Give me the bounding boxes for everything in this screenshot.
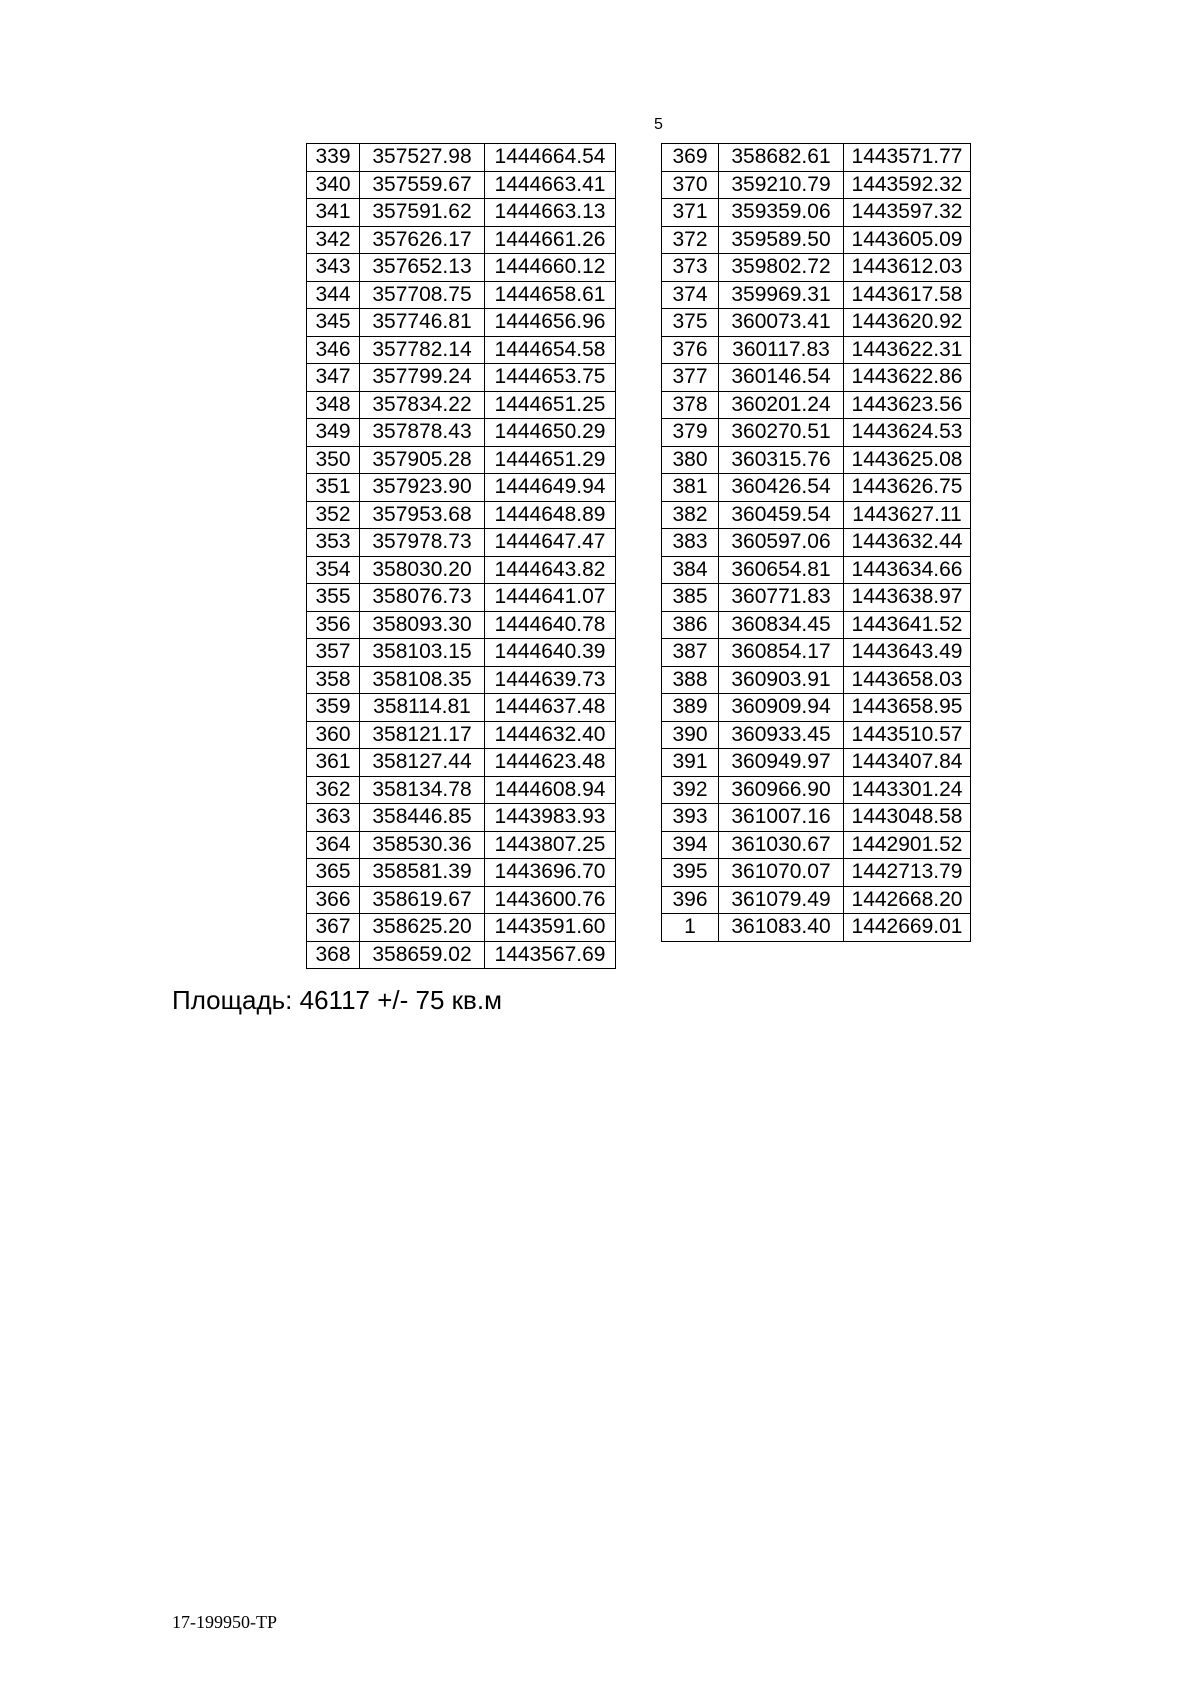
x-coordinate-cell: 357878.43 bbox=[360, 419, 485, 447]
table-row bbox=[662, 694, 971, 722]
x-coordinate-cell: 361030.67 bbox=[719, 831, 844, 859]
y-coordinate-cell: 1444663.13 bbox=[485, 199, 616, 227]
y-coordinate-cell: 1444632.40 bbox=[485, 721, 616, 749]
y-coordinate-cell: 1444639.73 bbox=[485, 666, 616, 694]
y-coordinate-cell: 1443620.92 bbox=[844, 309, 971, 337]
x-coordinate-cell: 357626.17 bbox=[360, 226, 485, 254]
x-coordinate-cell: 358121.17 bbox=[360, 721, 485, 749]
point-number-cell: 343 bbox=[307, 254, 360, 282]
x-coordinate-cell: 358659.02 bbox=[360, 941, 485, 969]
x-coordinate-cell: 359802.72 bbox=[719, 254, 844, 282]
point-number-cell: 345 bbox=[307, 309, 360, 337]
table-row bbox=[307, 364, 616, 392]
y-coordinate-cell: 1444651.25 bbox=[485, 391, 616, 419]
y-coordinate-cell: 1444650.29 bbox=[485, 419, 616, 447]
x-coordinate-cell: 360426.54 bbox=[719, 474, 844, 502]
x-coordinate-cell: 357905.28 bbox=[360, 446, 485, 474]
table-row bbox=[662, 391, 971, 419]
point-number-cell: 366 bbox=[307, 886, 360, 914]
point-number-cell: 376 bbox=[662, 336, 719, 364]
x-coordinate-cell: 358076.73 bbox=[360, 584, 485, 612]
point-number-cell: 363 bbox=[307, 804, 360, 832]
table-row bbox=[662, 666, 971, 694]
x-coordinate-cell: 360933.45 bbox=[719, 721, 844, 749]
x-coordinate-cell: 357923.90 bbox=[360, 474, 485, 502]
table-row bbox=[307, 254, 616, 282]
coordinates-table-left bbox=[306, 143, 616, 969]
point-number-cell: 370 bbox=[662, 171, 719, 199]
y-coordinate-cell: 1444661.26 bbox=[485, 226, 616, 254]
table-row bbox=[662, 611, 971, 639]
y-coordinate-cell: 1443658.03 bbox=[844, 666, 971, 694]
table-row bbox=[307, 501, 616, 529]
point-number-cell: 382 bbox=[662, 501, 719, 529]
point-number-cell: 380 bbox=[662, 446, 719, 474]
point-number-cell: 352 bbox=[307, 501, 360, 529]
point-number-cell: 375 bbox=[662, 309, 719, 337]
table-row bbox=[307, 446, 616, 474]
table-row bbox=[307, 831, 616, 859]
point-number-cell: 396 bbox=[662, 886, 719, 914]
point-number-cell: 374 bbox=[662, 281, 719, 309]
table-row bbox=[662, 831, 971, 859]
x-coordinate-cell: 358446.85 bbox=[360, 804, 485, 832]
point-number-cell: 383 bbox=[662, 529, 719, 557]
y-coordinate-cell: 1443622.86 bbox=[844, 364, 971, 392]
table-row bbox=[662, 501, 971, 529]
point-number-cell: 342 bbox=[307, 226, 360, 254]
table-row bbox=[307, 886, 616, 914]
point-number-cell: 339 bbox=[307, 144, 360, 172]
y-coordinate-cell: 1444623.48 bbox=[485, 749, 616, 777]
point-number-cell: 368 bbox=[307, 941, 360, 969]
table-row bbox=[662, 419, 971, 447]
point-number-cell: 346 bbox=[307, 336, 360, 364]
x-coordinate-cell: 357834.22 bbox=[360, 391, 485, 419]
table-row bbox=[307, 226, 616, 254]
point-number-cell: 340 bbox=[307, 171, 360, 199]
y-coordinate-cell: 1443301.24 bbox=[844, 776, 971, 804]
area-statement: Площадь: 46117 +/- 75 кв.м bbox=[172, 985, 502, 1015]
y-coordinate-cell: 1444664.54 bbox=[485, 144, 616, 172]
y-coordinate-cell: 1443624.53 bbox=[844, 419, 971, 447]
y-coordinate-cell: 1444637.48 bbox=[485, 694, 616, 722]
point-number-cell: 390 bbox=[662, 721, 719, 749]
table-row bbox=[662, 171, 971, 199]
table-row bbox=[662, 254, 971, 282]
x-coordinate-cell: 360073.41 bbox=[719, 309, 844, 337]
x-coordinate-cell: 358530.36 bbox=[360, 831, 485, 859]
table-row bbox=[662, 446, 971, 474]
table-row bbox=[662, 804, 971, 832]
y-coordinate-cell: 1444663.41 bbox=[485, 171, 616, 199]
y-coordinate-cell: 1443571.77 bbox=[844, 144, 971, 172]
x-coordinate-cell: 357652.13 bbox=[360, 254, 485, 282]
y-coordinate-cell: 1443626.75 bbox=[844, 474, 971, 502]
y-coordinate-cell: 1444651.29 bbox=[485, 446, 616, 474]
y-coordinate-cell: 1442668.20 bbox=[844, 886, 971, 914]
y-coordinate-cell: 1443983.93 bbox=[485, 804, 616, 832]
point-number-cell: 347 bbox=[307, 364, 360, 392]
x-coordinate-cell: 357953.68 bbox=[360, 501, 485, 529]
y-coordinate-cell: 1443625.08 bbox=[844, 446, 971, 474]
table-row bbox=[662, 336, 971, 364]
y-coordinate-cell: 1443658.95 bbox=[844, 694, 971, 722]
table-row bbox=[662, 364, 971, 392]
x-coordinate-cell: 359359.06 bbox=[719, 199, 844, 227]
table-row bbox=[307, 556, 616, 584]
y-coordinate-cell: 1444649.94 bbox=[485, 474, 616, 502]
y-coordinate-cell: 1443567.69 bbox=[485, 941, 616, 969]
y-coordinate-cell: 1443623.56 bbox=[844, 391, 971, 419]
coordinates-table-right bbox=[661, 143, 971, 942]
y-coordinate-cell: 1443807.25 bbox=[485, 831, 616, 859]
point-number-cell: 384 bbox=[662, 556, 719, 584]
point-number-cell: 385 bbox=[662, 584, 719, 612]
point-number-cell: 357 bbox=[307, 639, 360, 667]
y-coordinate-cell: 1442669.01 bbox=[844, 914, 971, 942]
x-coordinate-cell: 358127.44 bbox=[360, 749, 485, 777]
x-coordinate-cell: 359969.31 bbox=[719, 281, 844, 309]
table-row bbox=[307, 666, 616, 694]
point-number-cell: 393 bbox=[662, 804, 719, 832]
point-number-cell: 350 bbox=[307, 446, 360, 474]
y-coordinate-cell: 1442713.79 bbox=[844, 859, 971, 887]
y-coordinate-cell: 1443600.76 bbox=[485, 886, 616, 914]
y-coordinate-cell: 1444640.78 bbox=[485, 611, 616, 639]
x-coordinate-cell: 360771.83 bbox=[719, 584, 844, 612]
point-number-cell: 388 bbox=[662, 666, 719, 694]
table-row bbox=[662, 309, 971, 337]
table-row bbox=[662, 859, 971, 887]
x-coordinate-cell: 361070.07 bbox=[719, 859, 844, 887]
y-coordinate-cell: 1443627.11 bbox=[844, 501, 971, 529]
y-coordinate-cell: 1443591.60 bbox=[485, 914, 616, 942]
point-number-cell: 348 bbox=[307, 391, 360, 419]
table-row bbox=[307, 694, 616, 722]
y-coordinate-cell: 1444643.82 bbox=[485, 556, 616, 584]
point-number-cell: 377 bbox=[662, 364, 719, 392]
y-coordinate-cell: 1444658.61 bbox=[485, 281, 616, 309]
x-coordinate-cell: 358682.61 bbox=[719, 144, 844, 172]
y-coordinate-cell: 1443048.58 bbox=[844, 804, 971, 832]
point-number-cell: 355 bbox=[307, 584, 360, 612]
x-coordinate-cell: 360201.24 bbox=[719, 391, 844, 419]
table-row bbox=[662, 776, 971, 804]
table-row bbox=[307, 859, 616, 887]
table-row bbox=[307, 776, 616, 804]
x-coordinate-cell: 359589.50 bbox=[719, 226, 844, 254]
point-number-cell: 391 bbox=[662, 749, 719, 777]
x-coordinate-cell: 357799.24 bbox=[360, 364, 485, 392]
y-coordinate-cell: 1444647.47 bbox=[485, 529, 616, 557]
x-coordinate-cell: 357708.75 bbox=[360, 281, 485, 309]
x-coordinate-cell: 361079.49 bbox=[719, 886, 844, 914]
point-number-cell: 378 bbox=[662, 391, 719, 419]
y-coordinate-cell: 1443622.31 bbox=[844, 336, 971, 364]
point-number-cell: 361 bbox=[307, 749, 360, 777]
point-number-cell: 344 bbox=[307, 281, 360, 309]
table-row bbox=[662, 529, 971, 557]
point-number-cell: 364 bbox=[307, 831, 360, 859]
point-number-cell: 392 bbox=[662, 776, 719, 804]
point-number-cell: 389 bbox=[662, 694, 719, 722]
point-number-cell: 349 bbox=[307, 419, 360, 447]
table-row bbox=[307, 749, 616, 777]
table-row bbox=[307, 144, 616, 172]
point-number-cell: 371 bbox=[662, 199, 719, 227]
y-coordinate-cell: 1443638.97 bbox=[844, 584, 971, 612]
point-number-cell: 360 bbox=[307, 721, 360, 749]
table-row bbox=[662, 721, 971, 749]
table-row bbox=[662, 199, 971, 227]
x-coordinate-cell: 358108.35 bbox=[360, 666, 485, 694]
y-coordinate-cell: 1444641.07 bbox=[485, 584, 616, 612]
table-row bbox=[307, 639, 616, 667]
table-row bbox=[307, 584, 616, 612]
x-coordinate-cell: 361083.40 bbox=[719, 914, 844, 942]
x-coordinate-cell: 361007.16 bbox=[719, 804, 844, 832]
table-row bbox=[662, 144, 971, 172]
table-row bbox=[307, 281, 616, 309]
table-row bbox=[307, 419, 616, 447]
table-row bbox=[307, 611, 616, 639]
point-number-cell: 359 bbox=[307, 694, 360, 722]
y-coordinate-cell: 1443643.49 bbox=[844, 639, 971, 667]
table-row bbox=[662, 914, 971, 942]
table-row bbox=[307, 474, 616, 502]
x-coordinate-cell: 360909.94 bbox=[719, 694, 844, 722]
y-coordinate-cell: 1444648.89 bbox=[485, 501, 616, 529]
x-coordinate-cell: 358114.81 bbox=[360, 694, 485, 722]
x-coordinate-cell: 357782.14 bbox=[360, 336, 485, 364]
x-coordinate-cell: 360949.97 bbox=[719, 749, 844, 777]
x-coordinate-cell: 357559.67 bbox=[360, 171, 485, 199]
table-row bbox=[307, 941, 616, 969]
x-coordinate-cell: 357527.98 bbox=[360, 144, 485, 172]
x-coordinate-cell: 358581.39 bbox=[360, 859, 485, 887]
y-coordinate-cell: 1443407.84 bbox=[844, 749, 971, 777]
point-number-cell: 1 bbox=[662, 914, 719, 942]
y-coordinate-cell: 1443641.52 bbox=[844, 611, 971, 639]
y-coordinate-cell: 1443696.70 bbox=[485, 859, 616, 887]
point-number-cell: 386 bbox=[662, 611, 719, 639]
x-coordinate-cell: 358103.15 bbox=[360, 639, 485, 667]
x-coordinate-cell: 358093.30 bbox=[360, 611, 485, 639]
table-row bbox=[307, 336, 616, 364]
y-coordinate-cell: 1443592.32 bbox=[844, 171, 971, 199]
x-coordinate-cell: 360117.83 bbox=[719, 336, 844, 364]
table-row bbox=[307, 721, 616, 749]
point-number-cell: 362 bbox=[307, 776, 360, 804]
table-row bbox=[662, 474, 971, 502]
x-coordinate-cell: 358134.78 bbox=[360, 776, 485, 804]
y-coordinate-cell: 1444640.39 bbox=[485, 639, 616, 667]
x-coordinate-cell: 360903.91 bbox=[719, 666, 844, 694]
y-coordinate-cell: 1444660.12 bbox=[485, 254, 616, 282]
y-coordinate-cell: 1443634.66 bbox=[844, 556, 971, 584]
y-coordinate-cell: 1444608.94 bbox=[485, 776, 616, 804]
point-number-cell: 341 bbox=[307, 199, 360, 227]
y-coordinate-cell: 1444653.75 bbox=[485, 364, 616, 392]
x-coordinate-cell: 359210.79 bbox=[719, 171, 844, 199]
point-number-cell: 353 bbox=[307, 529, 360, 557]
page-number: 5 bbox=[654, 116, 663, 133]
y-coordinate-cell: 1443597.32 bbox=[844, 199, 971, 227]
x-coordinate-cell: 360834.45 bbox=[719, 611, 844, 639]
x-coordinate-cell: 358619.67 bbox=[360, 886, 485, 914]
x-coordinate-cell: 360315.76 bbox=[719, 446, 844, 474]
y-coordinate-cell: 1443632.44 bbox=[844, 529, 971, 557]
point-number-cell: 365 bbox=[307, 859, 360, 887]
table-row bbox=[662, 749, 971, 777]
table-row bbox=[307, 171, 616, 199]
y-coordinate-cell: 1443605.09 bbox=[844, 226, 971, 254]
x-coordinate-cell: 360966.90 bbox=[719, 776, 844, 804]
x-coordinate-cell: 360854.17 bbox=[719, 639, 844, 667]
x-coordinate-cell: 360270.51 bbox=[719, 419, 844, 447]
x-coordinate-cell: 358625.20 bbox=[360, 914, 485, 942]
y-coordinate-cell: 1443617.58 bbox=[844, 281, 971, 309]
x-coordinate-cell: 357978.73 bbox=[360, 529, 485, 557]
x-coordinate-cell: 360459.54 bbox=[719, 501, 844, 529]
x-coordinate-cell: 360146.54 bbox=[719, 364, 844, 392]
point-number-cell: 395 bbox=[662, 859, 719, 887]
point-number-cell: 373 bbox=[662, 254, 719, 282]
table-row bbox=[307, 391, 616, 419]
point-number-cell: 358 bbox=[307, 666, 360, 694]
point-number-cell: 351 bbox=[307, 474, 360, 502]
point-number-cell: 354 bbox=[307, 556, 360, 584]
y-coordinate-cell: 1444654.58 bbox=[485, 336, 616, 364]
point-number-cell: 372 bbox=[662, 226, 719, 254]
table-row bbox=[662, 584, 971, 612]
table-row bbox=[662, 556, 971, 584]
table-row bbox=[662, 886, 971, 914]
point-number-cell: 369 bbox=[662, 144, 719, 172]
y-coordinate-cell: 1442901.52 bbox=[844, 831, 971, 859]
table-row bbox=[307, 529, 616, 557]
document-code: 17-199950-ТР bbox=[172, 1612, 277, 1632]
x-coordinate-cell: 360597.06 bbox=[719, 529, 844, 557]
y-coordinate-cell: 1443510.57 bbox=[844, 721, 971, 749]
point-number-cell: 387 bbox=[662, 639, 719, 667]
x-coordinate-cell: 357591.62 bbox=[360, 199, 485, 227]
table-row bbox=[307, 199, 616, 227]
point-number-cell: 381 bbox=[662, 474, 719, 502]
table-row bbox=[307, 914, 616, 942]
table-row bbox=[662, 281, 971, 309]
point-number-cell: 367 bbox=[307, 914, 360, 942]
point-number-cell: 356 bbox=[307, 611, 360, 639]
point-number-cell: 379 bbox=[662, 419, 719, 447]
table-row bbox=[307, 804, 616, 832]
point-number-cell: 394 bbox=[662, 831, 719, 859]
table-row bbox=[662, 639, 971, 667]
x-coordinate-cell: 358030.20 bbox=[360, 556, 485, 584]
y-coordinate-cell: 1443612.03 bbox=[844, 254, 971, 282]
y-coordinate-cell: 1444656.96 bbox=[485, 309, 616, 337]
x-coordinate-cell: 360654.81 bbox=[719, 556, 844, 584]
table-row bbox=[662, 226, 971, 254]
table-row bbox=[307, 309, 616, 337]
x-coordinate-cell: 357746.81 bbox=[360, 309, 485, 337]
